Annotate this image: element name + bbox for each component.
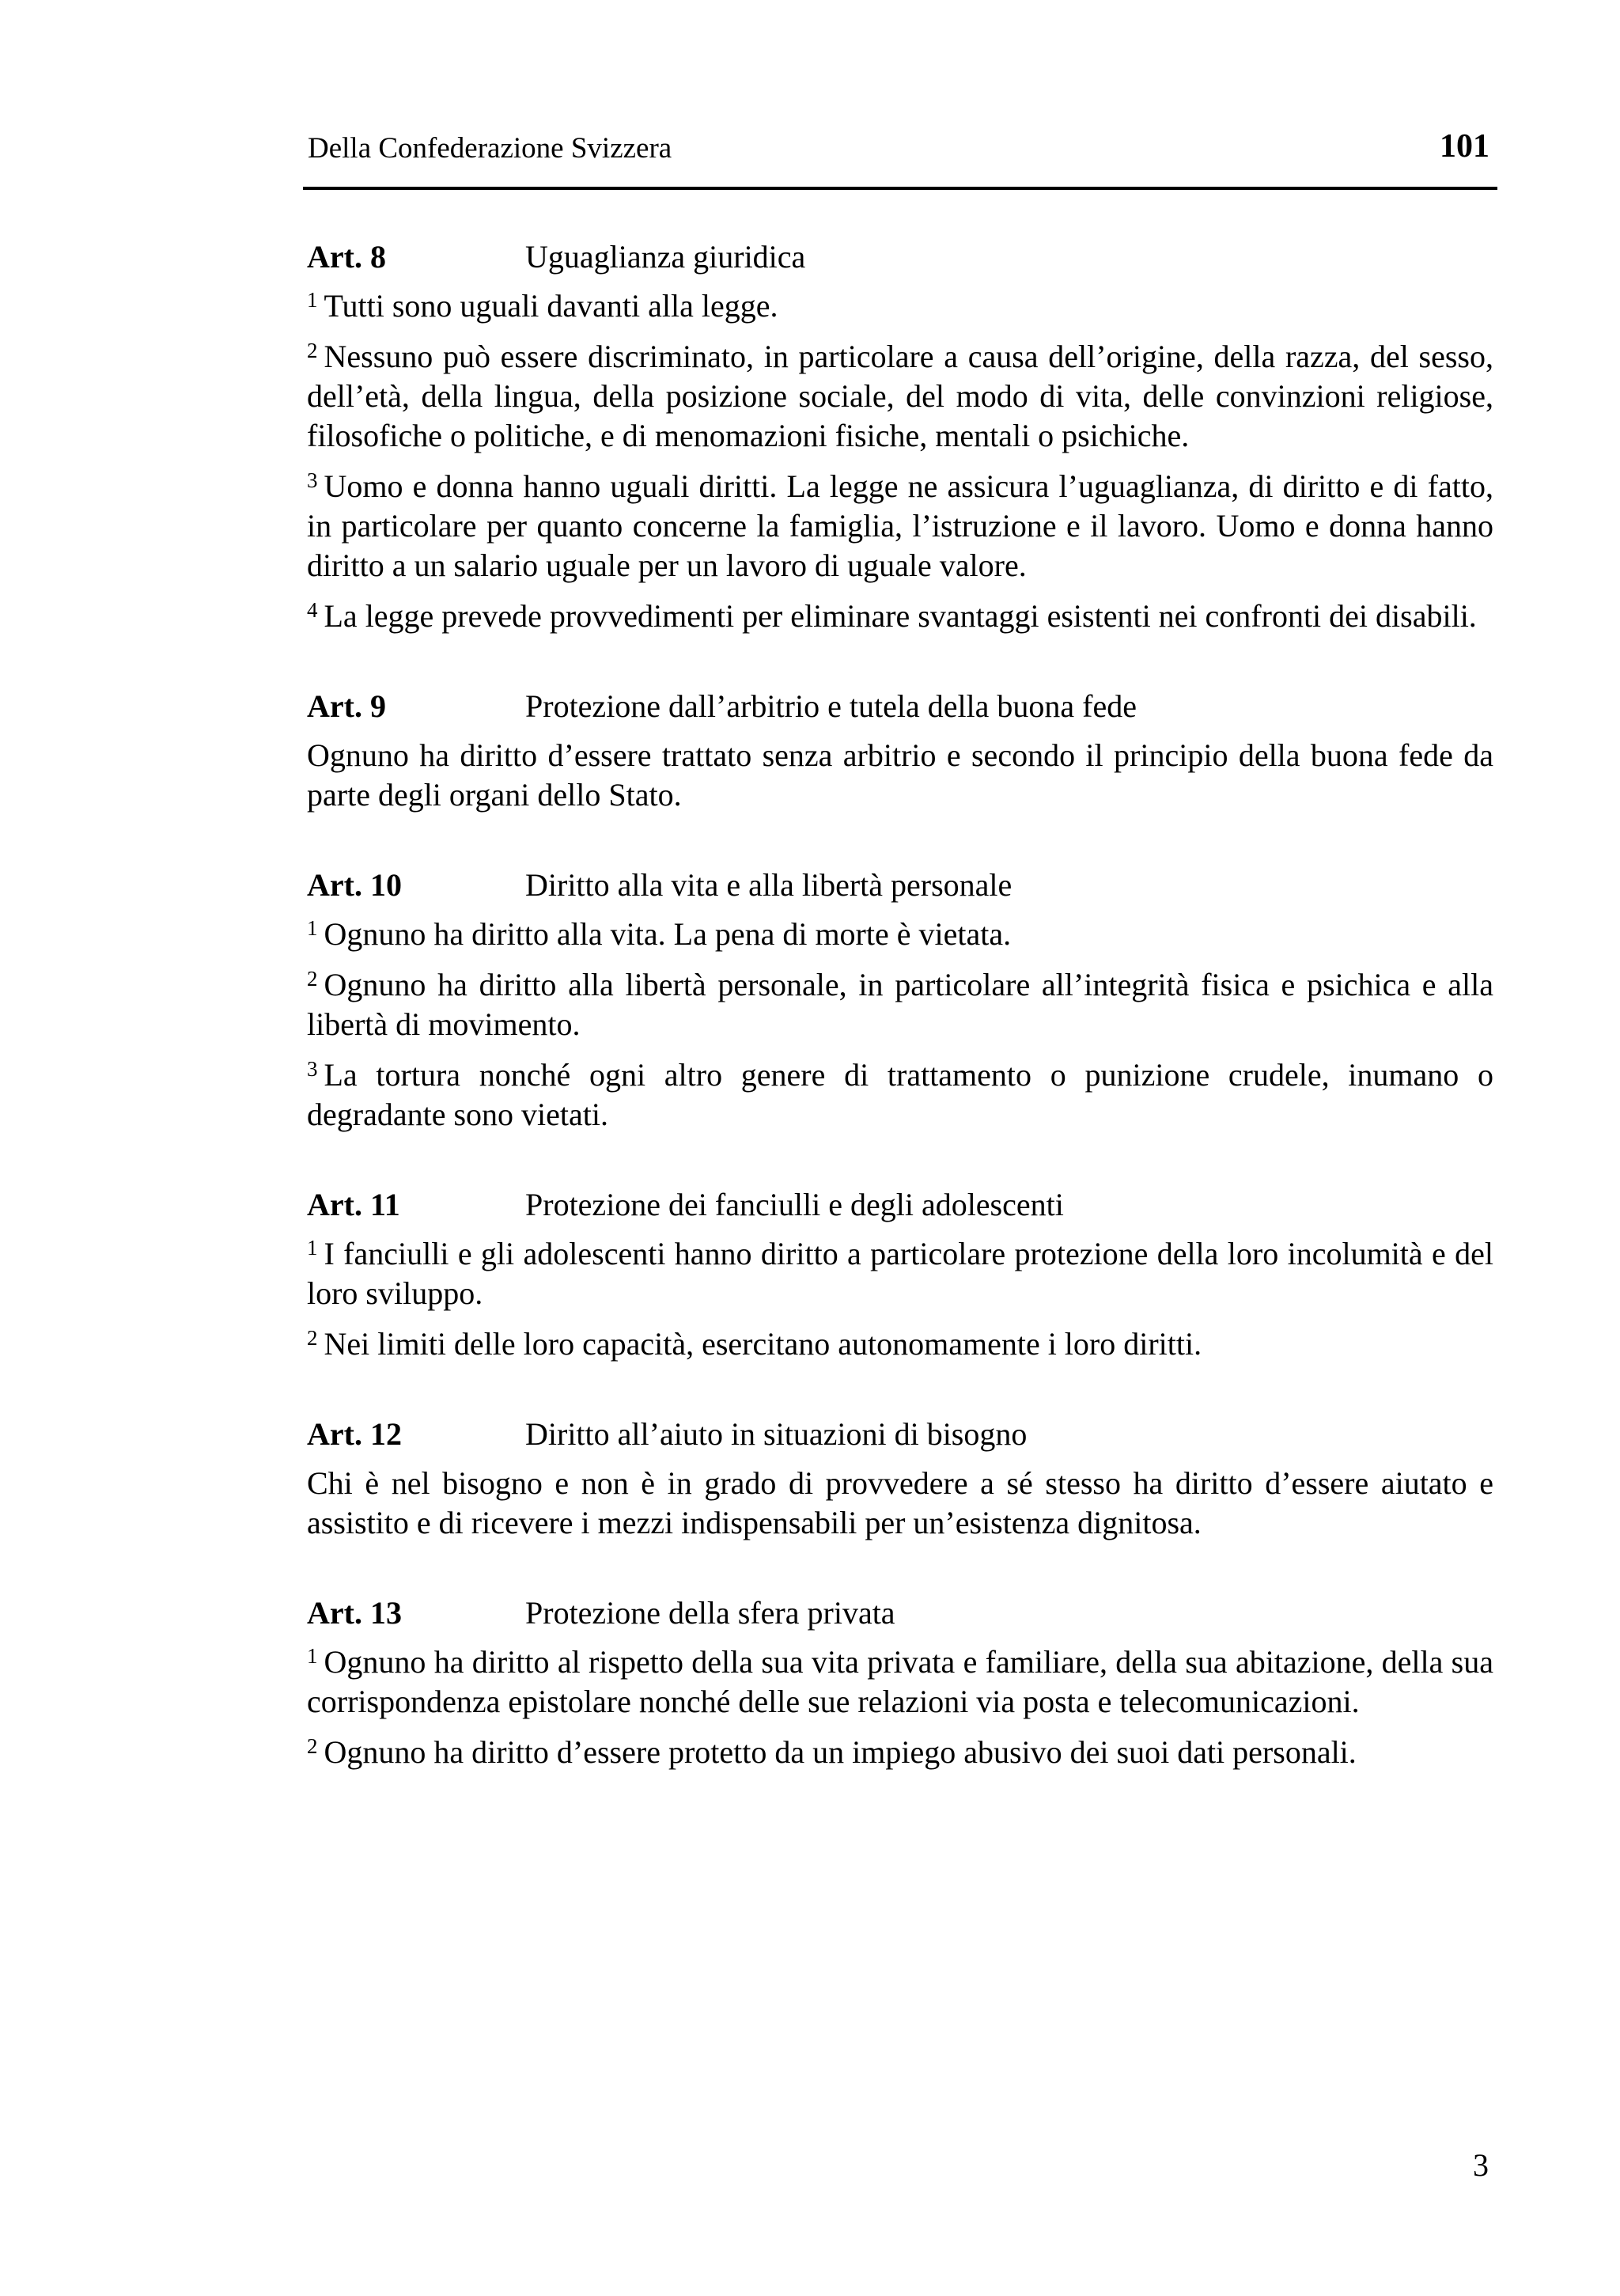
paragraph-text: Uomo e donna hanno uguali diritti. La legge ne assicura l’uguaglianza, di diritto e di fatto, in particolare per quanto concerne la famiglia, l’istruzione e il lavoro. Uomo e donna hanno diritto a un salario uguale per un lavoro di uguale valore. — [307, 468, 1493, 583]
paragraph-number: 2 — [307, 1326, 318, 1350]
article-heading — [307, 866, 1493, 905]
article-9 — [307, 687, 1493, 815]
paragraph-text: Tutti sono uguali davanti alla legge. — [324, 288, 778, 324]
paragraph-number: 3 — [307, 468, 318, 492]
header-page-number: 101 — [1440, 128, 1489, 165]
paragraph-text: I fanciulli e gli adolescenti hanno diritto a particolare protezione della loro incolumità e del loro sviluppo. — [307, 1236, 1493, 1311]
article-number: Art. 11 — [307, 1187, 400, 1222]
paragraph-text: Ognuno ha diritto d’essere trattato senza arbitrio e secondo il principio della buona fede da parte degli organi dello Stato. — [307, 737, 1493, 813]
article-heading — [307, 1415, 1493, 1454]
article-heading — [307, 237, 1493, 277]
paragraph-text: Ognuno ha diritto alla libertà personale, in particolare all’integrità fisica e psichica e alla libertà di movimento. — [307, 967, 1493, 1042]
article-heading — [307, 687, 1493, 726]
paragraph-text: Ognuno ha diritto al rispetto della sua vita privata e familiare, della sua abitazione, della sua corrispondenza epistolare nonché delle sue relazioni via posta e telecomunicazioni. — [307, 1644, 1493, 1719]
article-title: Protezione dall’arbitrio e tutela della buona fede — [525, 688, 1137, 724]
paragraph-number: 2 — [307, 339, 318, 362]
paragraph-number: 3 — [307, 1057, 318, 1081]
paragraph-text: Nei limiti delle loro capacità, esercitano autonomamente i loro diritti. — [324, 1326, 1202, 1362]
paragraph-number: 2 — [307, 1734, 318, 1758]
paragraph — [307, 467, 1493, 585]
paragraph — [307, 286, 1493, 326]
document-body — [307, 237, 1493, 1823]
article-10 — [307, 866, 1493, 1135]
article-number: Art. 8 — [307, 239, 386, 275]
article-12 — [307, 1415, 1493, 1543]
article-11 — [307, 1185, 1493, 1364]
paragraph — [307, 1733, 1493, 1772]
footer-page-number: 3 — [1473, 2147, 1489, 2183]
paragraph — [307, 1324, 1493, 1364]
paragraph — [307, 597, 1493, 636]
article-title: Protezione della sfera privata — [525, 1595, 895, 1631]
paragraph — [307, 337, 1493, 456]
paragraph-number: 1 — [307, 288, 318, 312]
article-title: Diritto alla vita e alla libertà personale — [525, 867, 1012, 903]
paragraph-number: 1 — [307, 1236, 318, 1260]
article-number: Art. 10 — [307, 867, 402, 903]
paragraph — [307, 1642, 1493, 1722]
paragraph-text: Chi è nel bisogno e non è in grado di provvedere a sé stesso ha diritto d’essere aiutato e assistito e di ricevere i mezzi indispensabili per un’esistenza dignitosa. — [307, 1465, 1493, 1540]
article-heading — [307, 1593, 1493, 1633]
article-title: Uguaglianza giuridica — [525, 239, 806, 275]
article-number: Art. 13 — [307, 1595, 402, 1631]
paragraph-number: 1 — [307, 916, 318, 940]
paragraph — [307, 1464, 1493, 1543]
paragraph-number: 4 — [307, 598, 318, 622]
paragraph-text: La legge prevede provvedimenti per eliminare svantaggi esistenti nei confronti dei disabili. — [324, 598, 1477, 634]
header-title: Della Confederazione Svizzera — [308, 132, 672, 165]
paragraph — [307, 965, 1493, 1044]
article-number: Art. 9 — [307, 688, 386, 724]
paragraph — [307, 1234, 1493, 1313]
paragraph-text: Nessuno può essere discriminato, in particolare a causa dell’origine, della razza, del sesso, dell’età, della lingua, della posizione sociale, del modo di vita, delle convinzioni religiose, filosofiche o politiche, e di menomazioni fisiche, mentali o psichiche. — [307, 339, 1493, 453]
paragraph — [307, 915, 1493, 954]
article-heading — [307, 1185, 1493, 1225]
paragraph-text: La tortura nonché ogni altro genere di trattamento o punizione crudele, inumano o degradante sono vietati. — [307, 1057, 1493, 1132]
paragraph — [307, 736, 1493, 815]
paragraph-text: Ognuno ha diritto alla vita. La pena di morte è vietata. — [324, 916, 1012, 952]
paragraph-number: 2 — [307, 967, 318, 991]
article-title: Protezione dei fanciulli e degli adolescenti — [525, 1187, 1064, 1222]
paragraph-text: Ognuno ha diritto d’essere protetto da un impiego abusivo dei suoi dati personali. — [324, 1734, 1357, 1770]
article-13 — [307, 1593, 1493, 1772]
article-number: Art. 12 — [307, 1416, 402, 1452]
running-header — [303, 127, 1497, 190]
article-title: Diritto all’aiuto in situazioni di bisogno — [525, 1416, 1028, 1452]
paragraph — [307, 1055, 1493, 1135]
article-8 — [307, 237, 1493, 636]
paragraph-number: 1 — [307, 1644, 318, 1668]
